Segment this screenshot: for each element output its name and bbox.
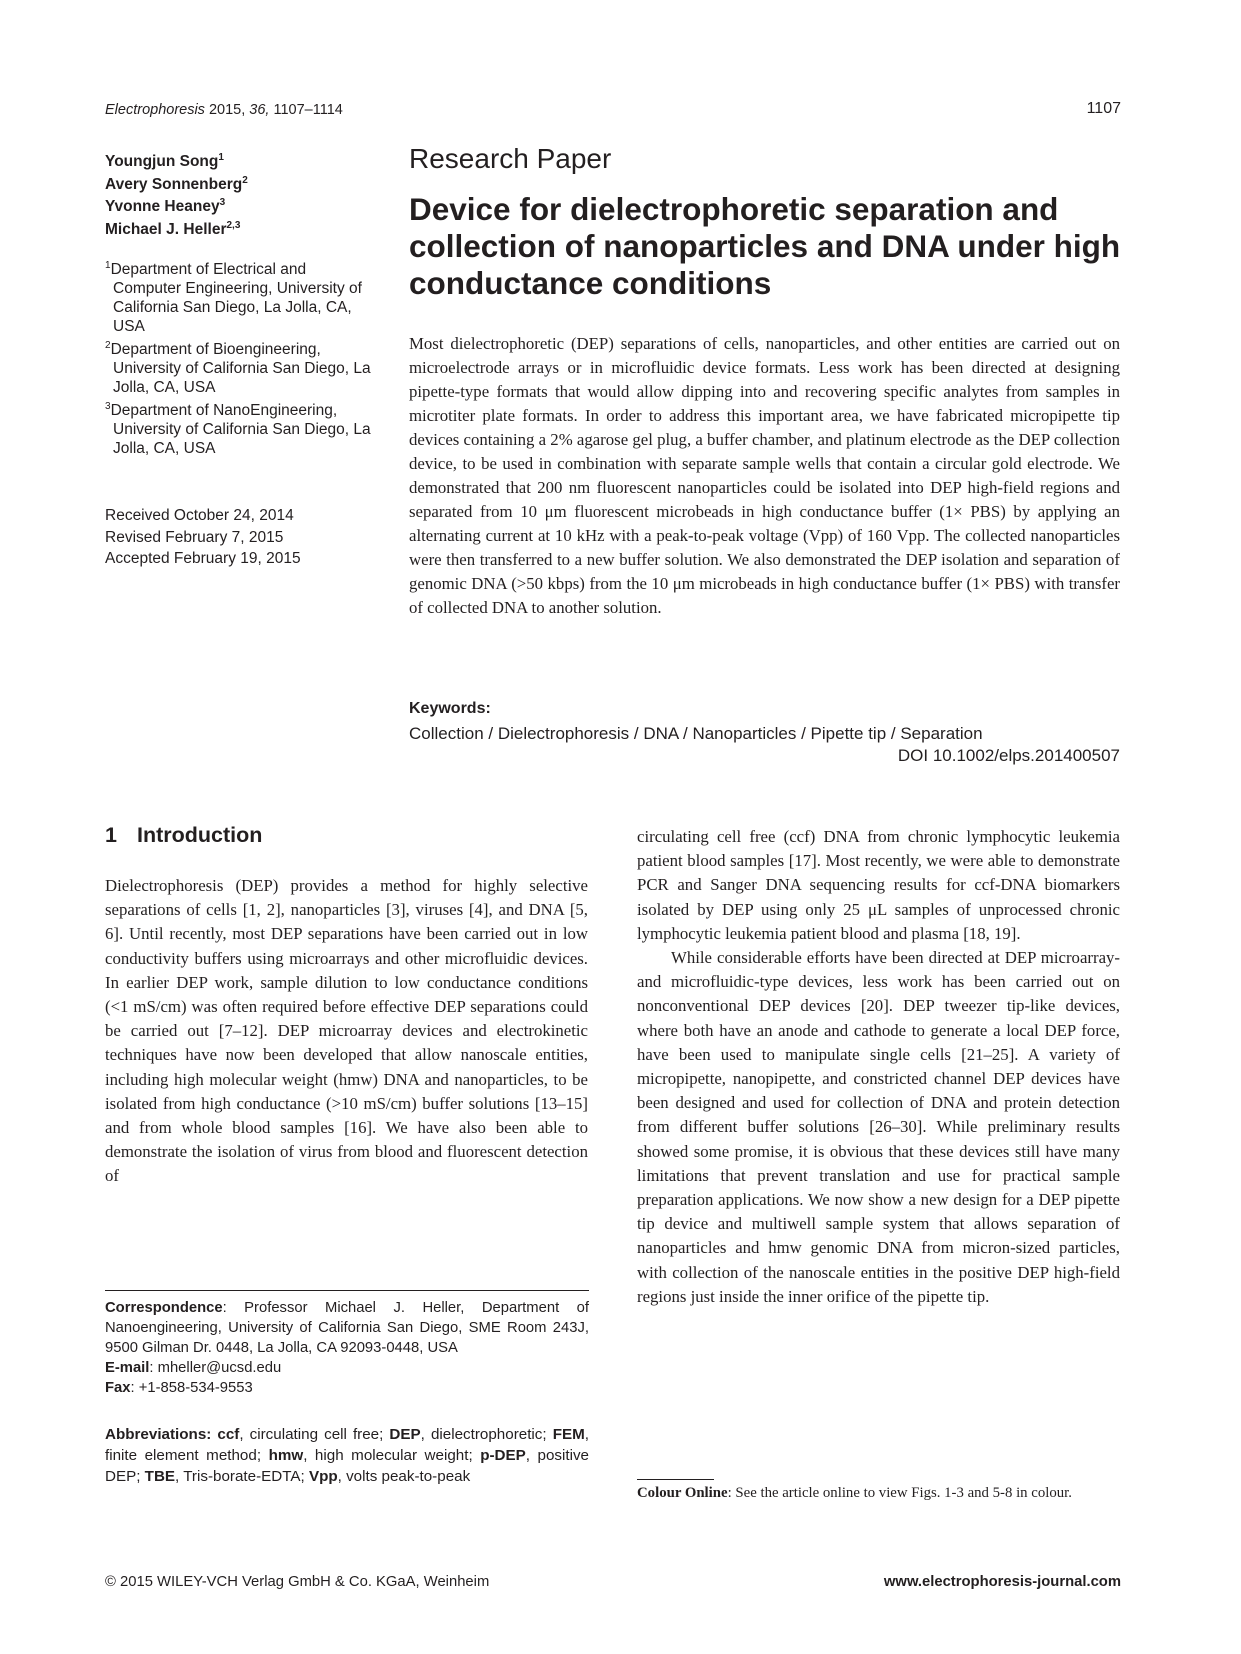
affiliation: $^1$Department of Electrical and Computer Engineering, University of California San Diego, La Jolla, CA, USA xyxy=(105,260,362,336)
intro-paragraph: While considerable efforts have been directed at DEP microarray- and microfluidic-type devices, less work has been carried out on nonconventional DEP devices [20]. DEP tweezer tip-like devices, where both have an anode and cathode to generate a local DEP force, have been used to manipulate single cells [21–25]. A variety of micropipette, nanopipette, and constricted channel DEP devices have been designed and used for collection of DNA and protein detection from different buffer solutions [26–30]. While preliminary results showed some promise, it is obvious that these devices still have many limitations that prevent translation and use for practical sample preparation applications. We now show a new design for a DEP pipette tip device and multiwell sample system that allows separation of nanoparticles and hmw genomic DNA from micron-sized particles, with collection of the nanoscale entities in the positive DEP high-field regions just inside the inner orifice of the pipette tip. xyxy=(637,948,1120,1306)
abstract: Most dielectrophoretic (DEP) separations of cells, nanoparticles, and other entities are carried out on microelectrode arrays or in microfluidic device formats. Less work has been directed at designing pipette-type formats that would allow dipping into and recovering specific analytes from samples in microtiter plate formats. In order to address this important area, we have fabricated micropipette tip devices containing a 2% agarose gel plug, a buffer chamber, and platinum electrode as the DEP collection device, to be used in combination with separate sample wells that contain a circular gold electrode. We demonstrated that 200 nm fluorescent nanoparticles could be isolated into DEP high-field regions and separated from 10 μm fluorescent microbeads in high conductance buffer (1× PBS) by applying an alternating current at 10 kHz with a peak-to-peak voltage (Vpp) of 160 Vpp. The collected nanoparticles were then transferred to a new buffer solution. We also demonstrated the DEP isolation and separation of genomic DNA (>50 kbps) from the 10 μm microbeads in high conductance buffer (1× PBS) with transfer of collected DNA to another solution. xyxy=(409,334,1120,617)
colour-online-note: Colour Online: See the article online to view Figs. 1-3 and 5-8 in colour. xyxy=(637,1485,1072,1501)
author: Avery Sonnenberg$^2$ xyxy=(105,174,248,193)
footnote-divider xyxy=(105,1290,589,1291)
article-title: Device for dielectrophoretic separation and collection of nanoparticles and DNA under high conductance conditions xyxy=(409,191,1121,301)
intro-paragraph: Dielectrophoresis (DEP) provides a method for highly selective separations of cells [1, 2], nanoparticles [3], viruses [4], and DNA [5, 6]. Until recently, most DEP separations have been carried out in low conductivity buffers using microarrays and other microfluidic devices. In earlier DEP work, sample dilution to low conductance conditions (<1 mS/cm) was often required before effective DEP separations could be carried out [7–12]. DEP microarray devices and electrokinetic techniques have now been developed that allow nanoscale entities, including high molecular weight (hmw) DNA and nanoparticles, to be isolated from high conductance (>10 mS/cm) buffer solutions [13–15] and from whole blood samples [16]. We have also been able to demonstrate the isolation of virus from blood and fluorescent detection of xyxy=(105,876,588,1186)
journal-year: 2015, xyxy=(208,102,246,118)
journal-pages: 1107–1114 xyxy=(273,102,343,118)
accepted-date: Accepted February 19, 2015 xyxy=(105,550,301,567)
affiliation-list xyxy=(105,256,375,458)
journal-url[interactable]: www.electrophoresis-journal.com xyxy=(883,1574,1121,1590)
correspondence-note: Correspondence: Professor Michael J. Heller, Department of Nanoengineering, University of California San Diego, SME Room 243J, 9500 Gilman Dr. 0448, La Jolla, CA 92093-0448, USA E-mail: mheller@ucsd.edu Fax: +1-858-534-9553 xyxy=(105,1300,589,1396)
email-address: : mheller@ucsd.edu xyxy=(149,1360,282,1376)
doi: DOI 10.1002/elps.201400507 xyxy=(897,746,1120,765)
copyright: © 2015 WILEY-VCH Verlag GmbH & Co. KGaA, Weinheim xyxy=(105,1574,490,1590)
author: Yvonne Heaney$^3$ xyxy=(105,197,226,216)
author-list xyxy=(105,149,365,240)
revised-date: Revised February 7, 2015 xyxy=(105,528,284,546)
journal-volume: 36, xyxy=(249,102,270,118)
footnote-divider xyxy=(637,1479,714,1480)
author: Youngjun Song$^1$ xyxy=(105,152,224,171)
section-title: Introduction xyxy=(137,823,263,847)
abbreviations-note: Abbreviations: ccf, circulating cell free; DEP, dielectrophoretic; FEM, finite element method; hmw, high molecular weight; p-DEP, positive DEP; TBE, Tris-borate-EDTA; Vpp, volts peak-to-peak xyxy=(105,1426,589,1485)
keywords: Collection / Dielectrophoresis / DNA / Nanoparticles / Pipette tip / Separation xyxy=(409,724,983,743)
article-dates xyxy=(105,505,301,570)
author: Michael J. Heller$^{2,3}$ xyxy=(105,219,241,239)
fax-number: : +1-858-534-9553 xyxy=(130,1380,253,1396)
intro-paragraph: circulating cell free (ccf) DNA from chronic lymphocytic leukemia patient blood samples [17]. Most recently, we were able to demonstrate PCR and Sanger DNA sequencing results for ccf-DNA biomarkers isolated by DEP using only 25 μL samples of unprocessed chronic lymphocytic leukemia patient blood and plasma [18, 19]. xyxy=(637,827,1120,943)
journal-name: Electrophoresis xyxy=(105,102,205,118)
page-number: 1107 xyxy=(1086,100,1121,117)
paper-type: Research Paper xyxy=(409,143,612,174)
keywords-label: Keywords: xyxy=(409,700,491,717)
intro-right-column xyxy=(637,825,1120,1309)
affiliation: $^2$Department of Bioengineering, University of California San Diego, La Jolla, CA, USA xyxy=(105,340,371,397)
section-heading xyxy=(105,823,262,848)
affiliation: $^3$Department of NanoEngineering, University of California San Diego, La Jolla, CA, USA xyxy=(105,401,371,458)
running-head xyxy=(105,102,343,118)
received-date: Received October 24, 2014 xyxy=(105,507,294,524)
section-number: 1 xyxy=(105,823,117,847)
